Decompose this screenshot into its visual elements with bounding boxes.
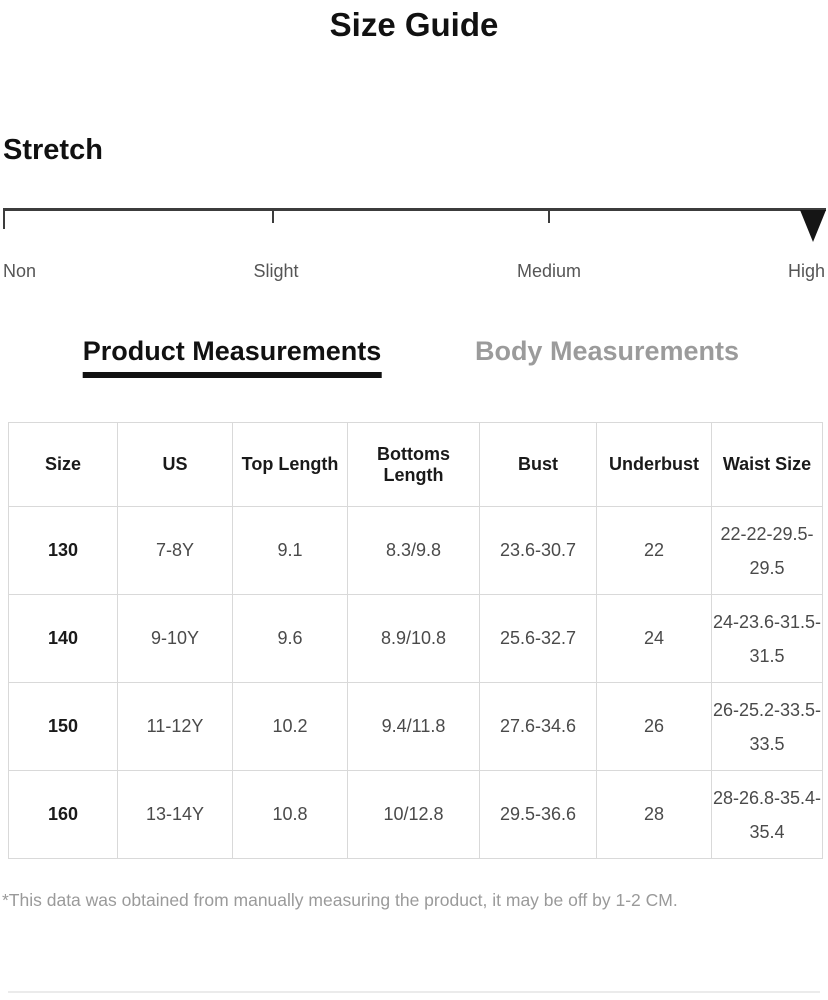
- stretch-level-medium: Medium: [516, 261, 582, 281]
- cell-bottoms-length: 8.9/10.8: [348, 595, 480, 683]
- stretch-scale-line: [3, 208, 826, 211]
- cell-bottoms-length: 9.4/11.8: [348, 683, 480, 771]
- cell-us: 7-8Y: [118, 507, 233, 595]
- cell-underbust: 28: [597, 771, 712, 859]
- table-header-row: [9, 423, 823, 507]
- header-size: Size: [9, 423, 118, 507]
- page-title: Size Guide: [329, 6, 499, 43]
- header-underbust: Underbust: [597, 423, 712, 507]
- cell-bottoms-length: 10/12.8: [348, 771, 480, 859]
- cell-bottoms-length: 8.3/9.8: [348, 507, 480, 595]
- triangle-down-icon: [800, 210, 826, 242]
- table-row: [9, 507, 823, 595]
- header-us: US: [118, 423, 233, 507]
- table-row: [9, 683, 823, 771]
- cell-waist-size: 28-26.8-35.4- 35.4: [712, 771, 823, 859]
- cell-size: 150: [9, 683, 118, 771]
- size-table: [8, 422, 823, 859]
- stretch-tick-slight: [272, 208, 274, 223]
- cell-us: 13-14Y: [118, 771, 233, 859]
- cell-us: 11-12Y: [118, 683, 233, 771]
- cell-waist-size: 26-25.2-33.5- 33.5: [712, 683, 823, 771]
- cell-bust: 25.6-32.7: [480, 595, 597, 683]
- tab-product-measurements[interactable]: Product Measurements: [83, 336, 382, 378]
- tab-body-measurements[interactable]: Body Measurements: [474, 336, 740, 366]
- cell-underbust: 24: [597, 595, 712, 683]
- table-row: [9, 595, 823, 683]
- cell-size: 160: [9, 771, 118, 859]
- cell-size: 140: [9, 595, 118, 683]
- table-row: [9, 771, 823, 859]
- header-waist-size: Waist Size: [712, 423, 823, 507]
- cell-us: 9-10Y: [118, 595, 233, 683]
- stretch-level-non: Non: [3, 261, 37, 281]
- measurement-disclaimer: *This data was obtained from manually measuring the product, it may be off by 1-2 CM.: [2, 890, 678, 910]
- cell-top-length: 9.6: [233, 595, 348, 683]
- cell-waist-size: 24-23.6-31.5- 31.5: [712, 595, 823, 683]
- cell-size: 130: [9, 507, 118, 595]
- cell-bust: 27.6-34.6: [480, 683, 597, 771]
- cell-bust: 23.6-30.7: [480, 507, 597, 595]
- cell-underbust: 26: [597, 683, 712, 771]
- stretch-level-high: High: [787, 261, 825, 281]
- stretch-tick-medium: [548, 208, 550, 223]
- stretch-tick-non: [3, 208, 5, 229]
- cell-top-length: 9.1: [233, 507, 348, 595]
- cell-bust: 29.5-36.6: [480, 771, 597, 859]
- header-top-length: Top Length: [233, 423, 348, 507]
- cell-top-length: 10.2: [233, 683, 348, 771]
- bottom-divider: [8, 991, 820, 993]
- header-bust: Bust: [480, 423, 597, 507]
- stretch-heading: Stretch: [3, 134, 103, 166]
- header-bottoms-length: Bottoms Length: [348, 423, 480, 507]
- cell-waist-size: 22-22-29.5- 29.5: [712, 507, 823, 595]
- cell-underbust: 22: [597, 507, 712, 595]
- stretch-level-slight: Slight: [253, 261, 299, 281]
- cell-top-length: 10.8: [233, 771, 348, 859]
